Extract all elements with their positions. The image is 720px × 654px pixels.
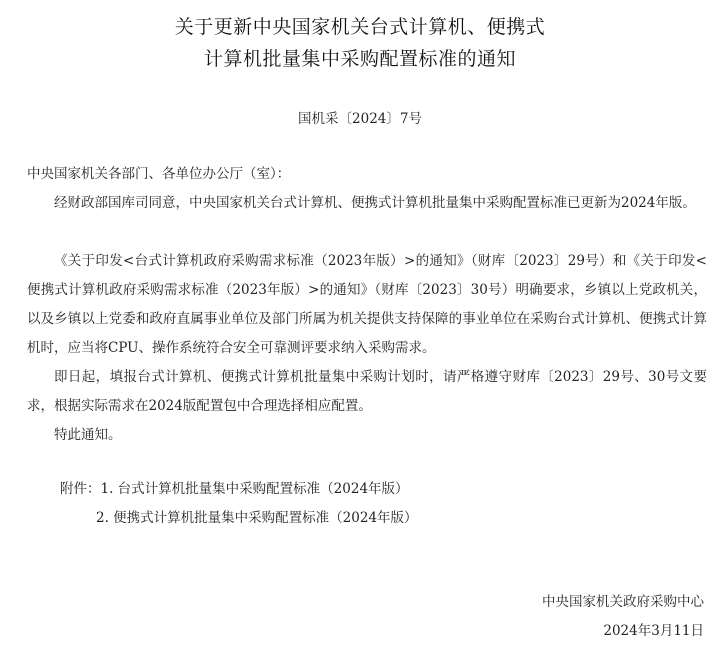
closing-remark: 特此通知。 <box>54 427 122 443</box>
issuing-organization: 中央国家机关政府采购中心 <box>542 594 704 610</box>
notice-title-line-1: 关于更新中央国家机关台式计算机、便携式 <box>174 16 546 38</box>
document-number: 国机采〔2024〕7号 <box>298 111 422 127</box>
attachment-item-1: 附件：1. 台式计算机批量集中采购配置标准（2024年版） <box>60 481 409 497</box>
salutation: 中央国家机关各部门、各单位办公厅（室）： <box>27 166 291 182</box>
issue-date: 2024年3月11日 <box>603 623 704 639</box>
body-paragraph-3: 即日起，填报台式计算机、便携式计算机批量集中采购计划时，请严格遵守财库〔2023〕29号、30号文要求，根据实际需求在2024版配置包中合理选择相应配置。 <box>27 369 707 414</box>
notice-title-line-2: 计算机批量集中采购配置标准的通知 <box>203 48 516 70</box>
body-paragraph-1: 经财政部国库司同意，中央国家机关台式计算机、便携式计算机批量集中采购配置标准已更新为2024年版。 <box>54 195 696 211</box>
body-paragraph-2: 《关于印发<台式计算机政府采购需求标准（2023年版）>的通知》（财库〔2023〕29号）和《关于印发<便携式计算机政府采购需求标准（2023年版）>的通知》（财库〔2023〕30号）明确要求，乡镇以上党政机关，以及乡镇以上党委和政府直属事业单位及部门所属为机关提供支持保障的事业单位在采购台式计算机、便携式计算机时，应当将CPU、操作系统符合安全可靠测评要求纳入采购需求。 <box>27 253 707 356</box>
attachment-item-2: 2. 便携式计算机批量集中采购配置标准（2024年版） <box>96 510 418 526</box>
